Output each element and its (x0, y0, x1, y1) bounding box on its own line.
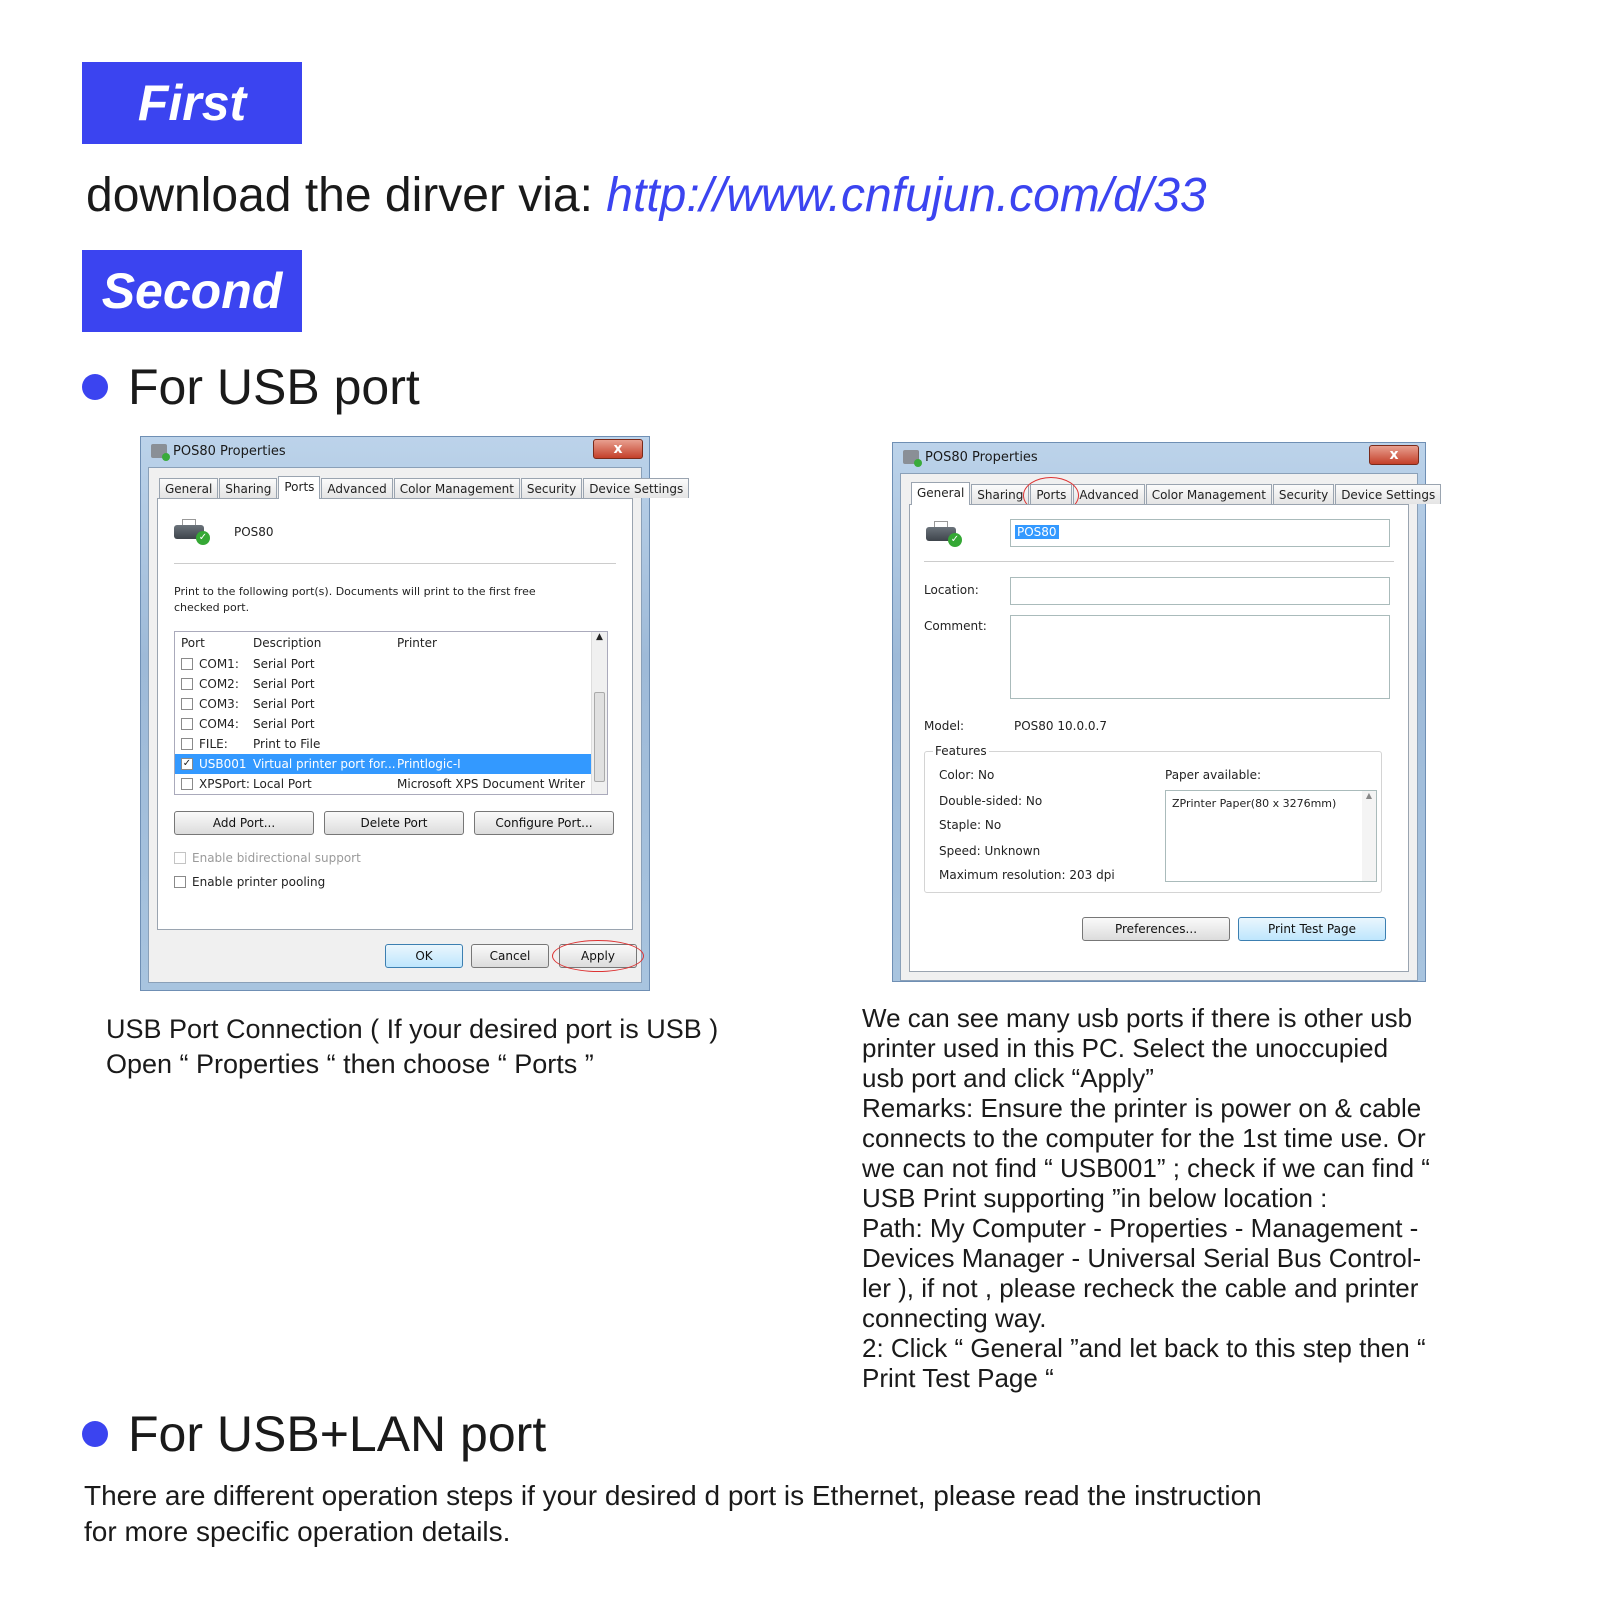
dialog-titlebar (893, 443, 1425, 471)
bidirectional-checkbox[interactable] (174, 852, 186, 864)
paper-available-label: Paper available: (1165, 768, 1262, 782)
dialog-title: POS80 Properties (925, 449, 1038, 465)
port-checkbox[interactable] (181, 738, 193, 750)
model-label: Model: (924, 719, 965, 733)
ethernet-note-line-1: There are different operation steps if your desired d port is Ethernet, please read the instruction (84, 1480, 1262, 1511)
port-row-com2[interactable] (175, 674, 607, 694)
right-caption-line: printer used in this PC. Select the unoccupied (862, 1033, 1389, 1063)
feature-speed: Speed: Unknown (939, 844, 1041, 858)
port-name: XPSPort: (199, 777, 250, 791)
download-line (86, 168, 1207, 223)
ok-button[interactable]: OK (385, 944, 463, 968)
port-checkbox[interactable] (181, 718, 193, 730)
port-row-com3[interactable] (175, 694, 607, 714)
feature-max-resolution: Maximum resolution: 203 dpi (939, 868, 1115, 882)
right-caption-line: Devices Manager - Universal Serial Bus Control- (862, 1243, 1422, 1273)
port-description: Local Port (253, 777, 312, 791)
tab-general[interactable]: General (159, 478, 218, 498)
pooling-checkbox[interactable] (174, 876, 186, 888)
right-caption-line: Remarks: Ensure the printer is power on & cable (862, 1093, 1422, 1123)
port-description: Serial Port (253, 717, 315, 731)
features-label: Features (935, 744, 987, 758)
delete-port-button[interactable]: Delete Port (324, 811, 464, 835)
tab-security[interactable]: Security (1273, 484, 1334, 504)
general-panel (909, 504, 1409, 972)
pooling-label: Enable printer pooling (192, 875, 326, 889)
printer-name-field[interactable] (1010, 519, 1390, 547)
dialog-body (148, 467, 684, 983)
scrollbar-thumb[interactable] (594, 692, 605, 782)
right-caption-line: connecting way. (862, 1303, 1047, 1333)
divider (174, 563, 616, 564)
add-port-button[interactable]: Add Port... (174, 811, 314, 835)
tab-ports[interactable]: Ports (1030, 484, 1072, 504)
port-list[interactable] (174, 631, 608, 795)
right-caption-line: we can not find “ USB001” ; check if we can find “ (862, 1153, 1430, 1183)
tab-general[interactable]: General (911, 482, 970, 505)
tab-security[interactable]: Security (521, 478, 582, 498)
port-printer: Microsoft XPS Document Writer (397, 777, 585, 791)
port-description: Serial Port (253, 657, 315, 671)
port-description: Virtual printer port for... (253, 757, 396, 771)
port-name: COM4: (199, 717, 239, 731)
right-caption-line: USB Print supporting ”in below location : (862, 1183, 1328, 1213)
feature-staple: Staple: No (939, 818, 1002, 832)
first-badge: First (82, 62, 302, 144)
instruction-line-2: checked port. (174, 601, 250, 614)
tab-color-management[interactable]: Color Management (1146, 484, 1272, 504)
second-badge: Second (82, 250, 302, 332)
column-header-port[interactable]: Port (181, 636, 205, 650)
dialog-title: POS80 Properties (173, 443, 286, 459)
column-header-description[interactable]: Description (253, 636, 322, 650)
ports-panel (157, 498, 633, 930)
features-group (924, 744, 1382, 893)
ethernet-note (84, 1478, 1262, 1550)
cancel-button[interactable]: Cancel (471, 944, 549, 968)
port-list-header (175, 632, 607, 654)
port-name: COM3: (199, 697, 239, 711)
right-caption (862, 1003, 1430, 1393)
preferences-button[interactable]: Preferences... (1082, 917, 1230, 941)
paper-list[interactable] (1165, 790, 1377, 882)
usb-lan-port-heading-text: For USB+LAN port (128, 1406, 547, 1462)
port-description: Print to File (253, 737, 321, 751)
instruction-line-1: Print to the following port(s). Documents will print to the first free (174, 585, 536, 598)
tab-strip (911, 482, 1442, 504)
column-header-printer[interactable]: Printer (397, 636, 437, 650)
port-row-file[interactable] (175, 734, 607, 754)
port-row-com4[interactable] (175, 714, 607, 734)
paper-item[interactable]: ZPrinter Paper(80 x 3276mm) (1172, 797, 1337, 810)
location-field[interactable] (1010, 577, 1390, 605)
model-value: POS80 10.0.0.7 (1014, 719, 1107, 733)
port-description: Serial Port (253, 677, 315, 691)
left-caption-line-2: Open “ Properties “ then choose “ Ports ” (106, 1049, 594, 1079)
tab-ports[interactable]: Ports (278, 476, 320, 499)
location-label: Location: (924, 583, 979, 597)
bullet-icon (82, 374, 108, 400)
port-list-scrollbar[interactable]: ▲ (591, 632, 607, 794)
printer-small-icon (903, 450, 919, 464)
configure-port-button[interactable]: Configure Port... (474, 811, 614, 835)
dialog-body (900, 473, 1436, 981)
port-name: FILE: (199, 737, 228, 751)
usb-port-heading-text: For USB port (128, 359, 420, 415)
bidirectional-option[interactable] (174, 851, 361, 865)
tab-color-management[interactable]: Color Management (394, 478, 520, 498)
port-checkbox[interactable] (181, 678, 193, 690)
driver-url-link[interactable]: http://www.cnfujun.com/d/33 (606, 169, 1207, 222)
divider (924, 561, 1394, 562)
feature-double-sided: Double-sided: No (939, 794, 1043, 808)
download-prefix: download the dirver via: (86, 169, 607, 222)
port-row-com1[interactable] (175, 654, 607, 674)
tab-sharing[interactable]: Sharing (971, 484, 1029, 504)
port-name: COM2: (199, 677, 239, 691)
printer-small-icon (151, 444, 167, 458)
printer-name-label: POS80 (234, 525, 274, 539)
printer-icon: ✓ (174, 519, 210, 545)
general-properties-dialog (892, 442, 1436, 982)
port-row-xpsport[interactable] (175, 774, 607, 794)
apply-button[interactable]: Apply (559, 944, 637, 968)
close-button[interactable]: x (593, 439, 643, 459)
port-checkbox[interactable] (181, 658, 193, 670)
printer-name-value: POS80 (1017, 525, 1057, 539)
comment-field[interactable] (1010, 615, 1390, 699)
pooling-option[interactable] (174, 875, 325, 889)
port-name: COM1: (199, 657, 239, 671)
bidirectional-label: Enable bidirectional support (192, 851, 361, 865)
right-caption-line: We can see many usb ports if there is other usb (862, 1003, 1413, 1033)
feature-color: Color: No (939, 768, 995, 782)
right-caption-line: ler ), if not , please recheck the cable and printer (862, 1273, 1419, 1303)
right-caption-line: Print Test Page “ (862, 1363, 1054, 1393)
print-test-page-button[interactable]: Print Test Page (1238, 917, 1386, 941)
dialog-titlebar (141, 437, 649, 465)
port-name: USB001 (199, 757, 247, 771)
tab-device-settings[interactable]: Device Settings (583, 478, 689, 498)
right-caption-line: Path: My Computer - Properties - Management - (862, 1213, 1419, 1243)
ethernet-note-line-2: for more specific operation details. (84, 1516, 511, 1547)
usb-lan-port-heading (82, 1405, 546, 1463)
tab-device-settings[interactable]: Device Settings (1335, 484, 1441, 504)
tab-strip (159, 476, 690, 498)
right-caption-line: 2: Click “ General ”and let back to this step then “ (862, 1333, 1426, 1363)
printer-icon: ✓ (926, 521, 962, 547)
ports-properties-dialog (140, 436, 684, 991)
port-checkbox[interactable] (181, 778, 193, 790)
left-caption-line-1: USB Port Connection ( If your desired port is USB ) (106, 1014, 719, 1044)
port-row-usb001[interactable] (175, 754, 607, 774)
port-checkbox-checked[interactable]: ✓ (182, 758, 192, 769)
usb-port-heading (82, 358, 420, 416)
close-button[interactable]: x (1369, 445, 1419, 465)
port-checkbox[interactable] (181, 698, 193, 710)
right-caption-line: connects to the computer for the 1st time use. Or (862, 1123, 1426, 1153)
comment-label: Comment: (924, 619, 987, 633)
port-description: Serial Port (253, 697, 315, 711)
tab-advanced[interactable]: Advanced (321, 478, 392, 498)
paper-list-scrollbar[interactable]: ▲ (1362, 791, 1376, 881)
bullet-icon (82, 1421, 108, 1447)
right-caption-line: usb port and click “Apply” (862, 1063, 1154, 1093)
tab-sharing[interactable]: Sharing (219, 478, 277, 498)
tab-advanced[interactable]: Advanced (1073, 484, 1144, 504)
port-printer: Printlogic-I (397, 757, 461, 771)
